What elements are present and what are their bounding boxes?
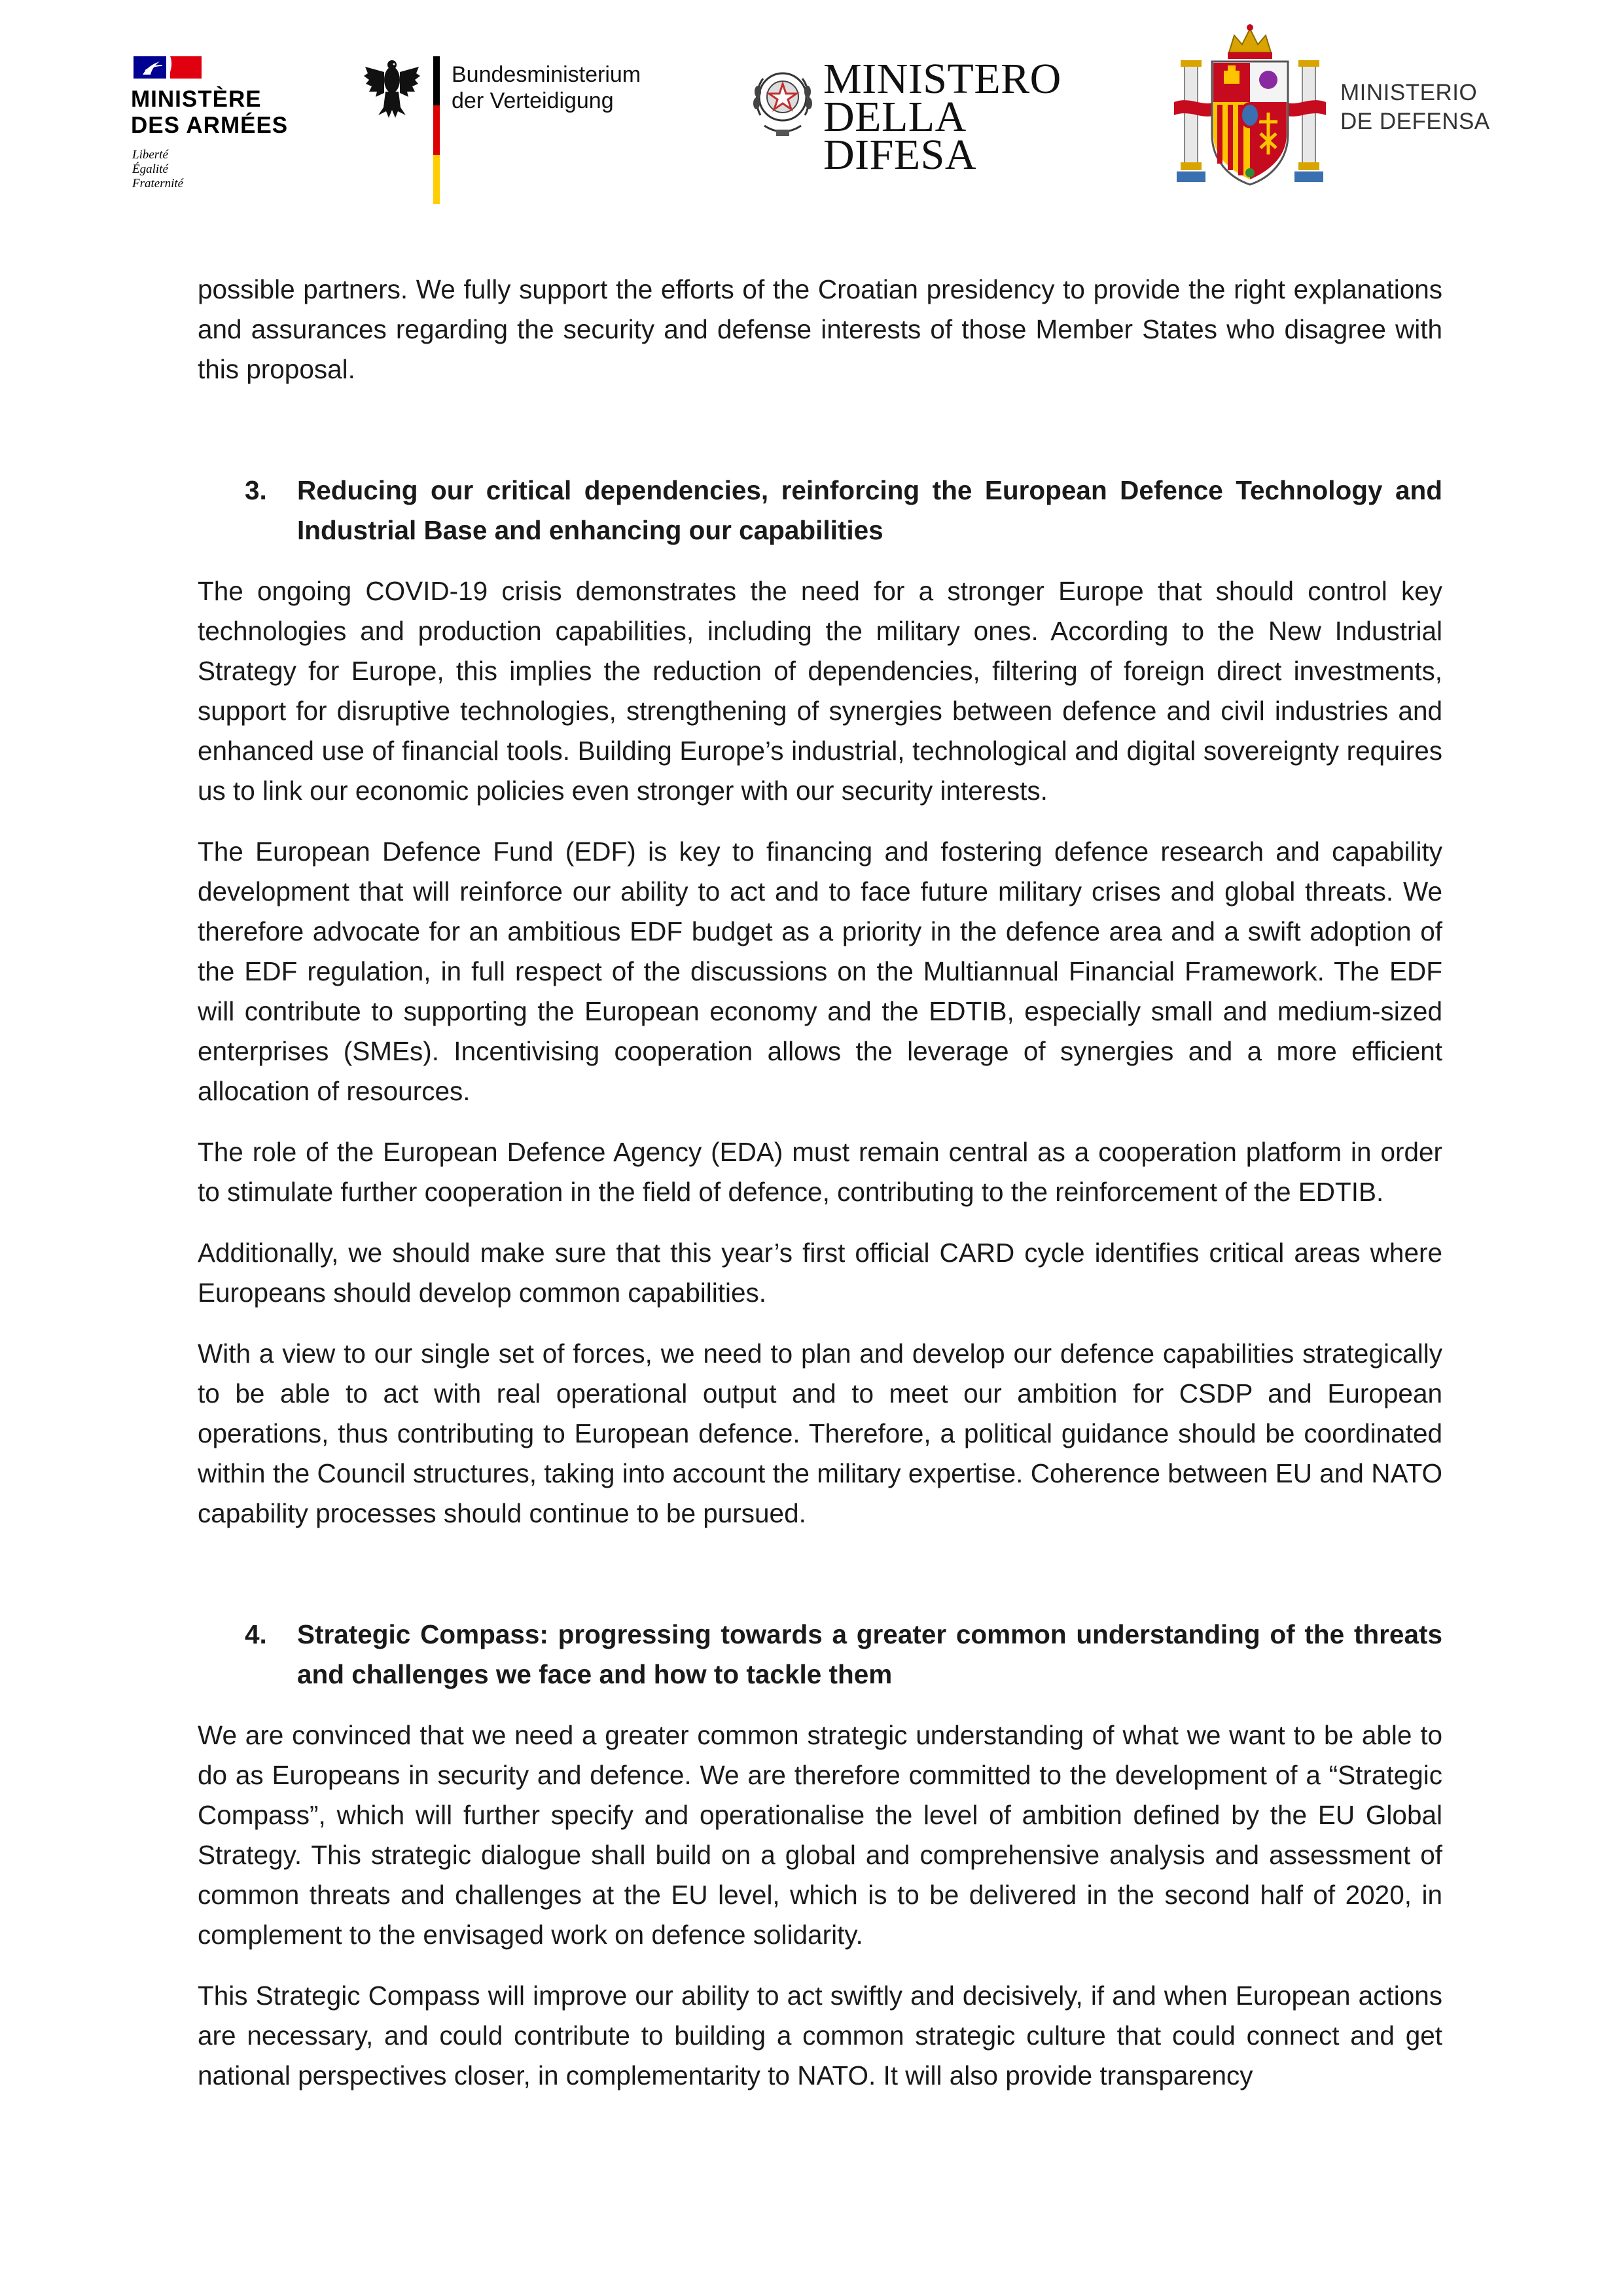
logo-bundesministerium [364, 56, 665, 207]
logo-ministero-della-difesa [750, 55, 1103, 179]
paragraph: This Strategic Compass will improve our ability to act swiftly and decisively, if and when European actions are necessary, and could contribute to building a common strategic culture that could connect and get national perspectives closer, in complementarity to NATO. It will also provide transparency [198, 1981, 1442, 2090]
logo-ministere-des-armees [131, 52, 314, 209]
federal-eagle-icon [364, 56, 420, 119]
section-3-heading [198, 471, 1442, 550]
italian-republic-emblem-icon [750, 60, 815, 141]
section-number: 4. [245, 1619, 267, 1649]
paragraph: The European Defence Fund (EDF) is key to financing and fostering defence research and capability development that will reinforce our ability to act and to face future military crises and global threats. We therefore advocate for an ambitious EDF budget as a priority in the defence area and a swift adoption of the EDF regulation, in full respect of the discussions on the Multiannual Financial Framework. The EDF will contribute to supporting the European economy and the EDTIB, especially small and medium-sized enterprises (SMEs). Incentivising cooperation allows the leverage of synergies and a more efficient allocation of resources. [198, 836, 1442, 1106]
section-title: Reducing our critical dependencies, reinforcing the European Defence Technology and Industrial Base and enhancing our capabilities [297, 475, 1442, 545]
marianne-flag-icon [134, 56, 202, 79]
ministero-title: MINISTERO DELLA DIFESA [823, 55, 1061, 179]
logo-ministerio-de-defensa [1171, 24, 1512, 194]
paragraph: We are convinced that we need a greater common strategic understanding of what we want to be able to do as Europeans in security and defence. We are therefore committed to the development of a “Strategic Compass”, which will further specify and operationalise the level of ambition defined by the EU Global Strategy. This strategic dialogue shall build on a global and comprehensive analysis and assessment of common threats and challenges at the EU level, which is to be delivered in the second half of 2020, in complement to the envisaged work on defence solidarity. [198, 1720, 1442, 1950]
ministerio-title: MINISTERIO DE DEFENSA [1340, 80, 1490, 134]
republic-motto: Liberté Égalité Fraternité [132, 148, 184, 190]
ministere-title: MINISTÈRE DES ARMÉES [131, 86, 289, 138]
german-flag-bar [433, 56, 440, 204]
document-body [198, 270, 1442, 2096]
intro-paragraph: possible partners. We fully support the efforts of the Croatian presidency to provide the right explanations and assurances regarding the security and defense interests of those Member States who disagree with this proposal. [198, 274, 1442, 384]
paragraph: The role of the European Defence Agency (EDA) must remain central as a cooperation platform in order to stimulate further cooperation in the field of defence, contributing to the reinforcement of the EDTIB. [198, 1137, 1442, 1207]
spanish-coat-of-arms-icon [1171, 24, 1329, 188]
paragraph: The ongoing COVID-19 crisis demonstrates the need for a stronger Europe that should control key technologies and production capabilities, including the military ones. According to the New Industrial Strategy for Europe, this implies the reduction of dependencies, filtering of foreign direct investments, support for disruptive technologies, strengthening of synergies between defence and civil industries and enhanced use of financial tools. Building Europe’s industrial, technological and digital sovereignty requires us to link our economic policies even stronger with our security interests. [198, 576, 1442, 806]
section-title: Strategic Compass: progressing towards a greater common understanding of the threats and challenges we face and how to tackle them [297, 1619, 1442, 1689]
section-number: 3. [245, 475, 267, 505]
bmvg-title: Bundesministerium der Verteidigung [452, 62, 641, 113]
section-4-heading [198, 1615, 1442, 1695]
paragraph: With a view to our single set of forces, we need to plan and develop our defence capabilities strategically to be able to act with real operational output and to meet our ambition for CSDP and European operations, thus contributing to European defence. Therefore, a political guidance should be coordinated within the Council structures, taking into account the military expertise. Coherence between EU and NATO capability processes should continue to be pursued. [198, 1338, 1442, 1528]
paragraph: Additionally, we should make sure that this year’s first official CARD cycle identifies critical areas where Europeans should develop common capabilities. [198, 1238, 1442, 1308]
